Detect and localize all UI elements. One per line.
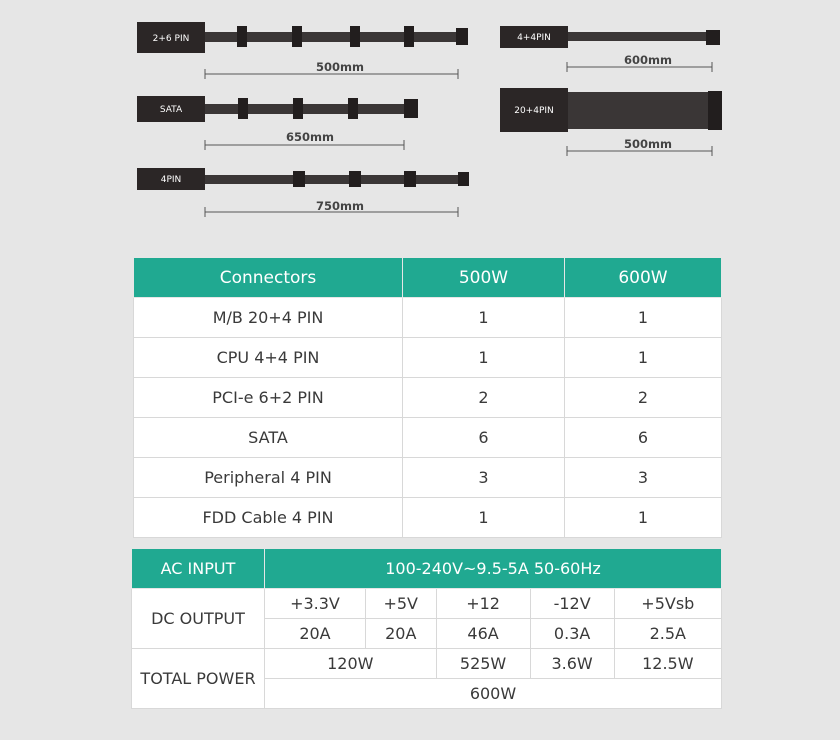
power-row: [132, 649, 722, 679]
cable-length: 500mm: [624, 137, 672, 151]
cable-4-4-pin: [500, 26, 720, 72]
count-600w: 1: [565, 338, 722, 378]
cable-length: 500mm: [316, 60, 364, 74]
current-5vsb: 2.5A: [614, 619, 721, 649]
total-power-label: TOTAL POWER: [132, 649, 265, 709]
connector-name: SATA: [134, 418, 403, 458]
cable-label: 4PIN: [160, 175, 182, 185]
count-500w: 1: [403, 498, 565, 538]
header-600w: 600W: [565, 258, 722, 298]
power-neg12v: 3.6W: [530, 649, 614, 679]
rail-12v: +12: [436, 589, 530, 619]
connector-name: FDD Cable 4 PIN: [134, 498, 403, 538]
ac-input-label: AC INPUT: [132, 549, 265, 589]
dc-rail-row: [132, 589, 722, 619]
count-500w: 6: [403, 418, 565, 458]
rail-3v3: +3.3V: [265, 589, 366, 619]
power-12v: 525W: [436, 649, 530, 679]
combined-power-3v3-5v: 120W: [265, 649, 437, 679]
count-500w: 2: [403, 378, 565, 418]
cable-length: 750mm: [316, 199, 364, 213]
dc-output-label: DC OUTPUT: [132, 589, 265, 649]
cable-4pin: [137, 168, 469, 217]
count-600w: 1: [565, 298, 722, 338]
table-row: [134, 498, 722, 538]
cable-length: 600mm: [624, 53, 672, 67]
cable-label: SATA: [159, 105, 183, 115]
current-3v3: 20A: [265, 619, 366, 649]
table-row: [134, 458, 722, 498]
current-5v: 20A: [365, 619, 436, 649]
rail-neg12v: -12V: [530, 589, 614, 619]
cable-label: 20+4PIN: [514, 106, 554, 116]
total-power-value: 600W: [265, 679, 722, 709]
cable-2-6-pin: [137, 22, 468, 79]
current-neg12v: 0.3A: [530, 619, 614, 649]
connector-name: CPU 4+4 PIN: [134, 338, 403, 378]
table-header-row: [134, 258, 722, 298]
count-500w: 1: [403, 338, 565, 378]
cable-label: 4+4PIN: [517, 33, 551, 43]
connector-name: PCI-e 6+2 PIN: [134, 378, 403, 418]
count-600w: 3: [565, 458, 722, 498]
header-500w: 500W: [403, 258, 565, 298]
count-500w: 3: [403, 458, 565, 498]
header-connectors: Connectors: [134, 258, 403, 298]
power-5vsb: 12.5W: [614, 649, 721, 679]
count-600w: 2: [565, 378, 722, 418]
ac-input-row: [132, 549, 722, 589]
cable-label: 2+6 PIN: [152, 34, 190, 44]
ac-input-value: 100-240V~9.5-5A 50-60Hz: [265, 549, 722, 589]
count-600w: 6: [565, 418, 722, 458]
table-row: [134, 418, 722, 458]
count-600w: 1: [565, 498, 722, 538]
connector-name: M/B 20+4 PIN: [134, 298, 403, 338]
cable-sata: [137, 96, 418, 150]
table-row: [134, 378, 722, 418]
cable-20-4-pin: [500, 88, 722, 156]
cable-length: 650mm: [286, 130, 334, 144]
table-row: [134, 298, 722, 338]
power-spec-table: [131, 548, 722, 709]
rail-5v: +5V: [365, 589, 436, 619]
table-row: [134, 338, 722, 378]
connector-name: Peripheral 4 PIN: [134, 458, 403, 498]
rail-5vsb: +5Vsb: [614, 589, 721, 619]
connectors-table: [133, 257, 722, 538]
count-500w: 1: [403, 298, 565, 338]
cable-diagram: [0, 0, 840, 240]
current-12v: 46A: [436, 619, 530, 649]
